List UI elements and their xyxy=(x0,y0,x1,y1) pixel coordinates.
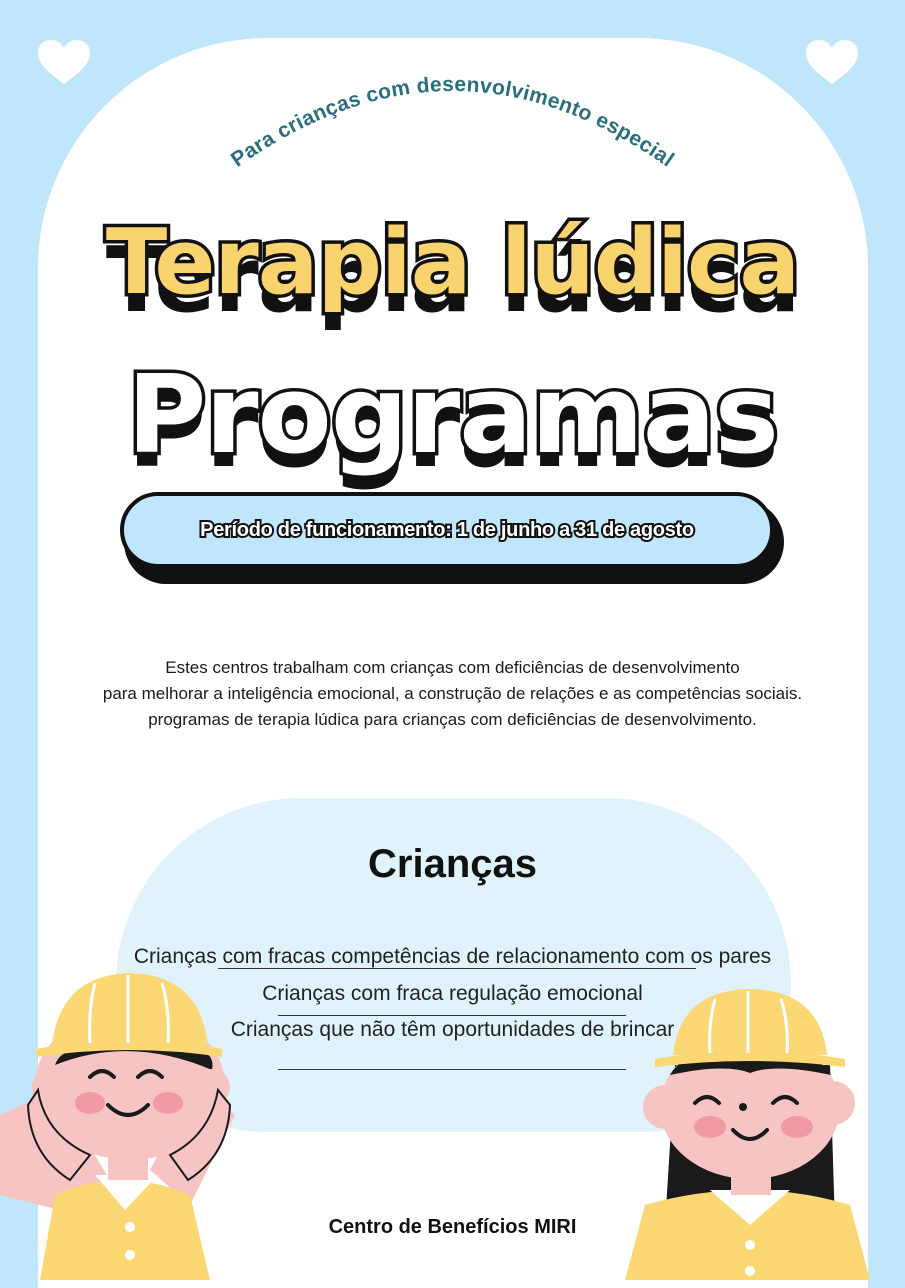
target-item: Crianças que não têm oportunidades de brincar xyxy=(230,1018,675,1041)
period-text: Período de funcionamento: 1 de junho a 31 de agosto xyxy=(200,518,694,541)
underline-rule xyxy=(278,1069,626,1070)
description xyxy=(60,655,845,733)
svg-text:Para crianças com desenvolvime xyxy=(227,73,678,172)
title-line-2: Programas xyxy=(127,353,778,478)
footer-organization: Centro de Benefícios MIRI xyxy=(328,1216,577,1238)
target-heading: Crianças xyxy=(368,842,537,886)
title-line-1: Terapia lúdica xyxy=(105,210,800,315)
description-line: programas de terapia lúdica para crianças com deficiências de desenvolvimento. xyxy=(148,710,757,729)
target-item: Crianças com fracas competências de relacionamento com os pares xyxy=(133,945,772,968)
description-line: para melhorar a inteligência emocional, a construção de relações e as competências sociais. xyxy=(102,684,803,703)
arc-subtitle xyxy=(0,0,905,240)
underline-rule xyxy=(278,1015,626,1016)
period-pill xyxy=(120,492,774,568)
description-line: Estes centros trabalham com crianças com deficiências de desenvolvimento xyxy=(165,658,740,677)
underline-rule xyxy=(218,968,696,969)
arc-subtitle-text: Para crianças com desenvolvimento especial xyxy=(226,72,679,172)
target-item: Crianças com fraca regulação emocional xyxy=(262,982,643,1005)
